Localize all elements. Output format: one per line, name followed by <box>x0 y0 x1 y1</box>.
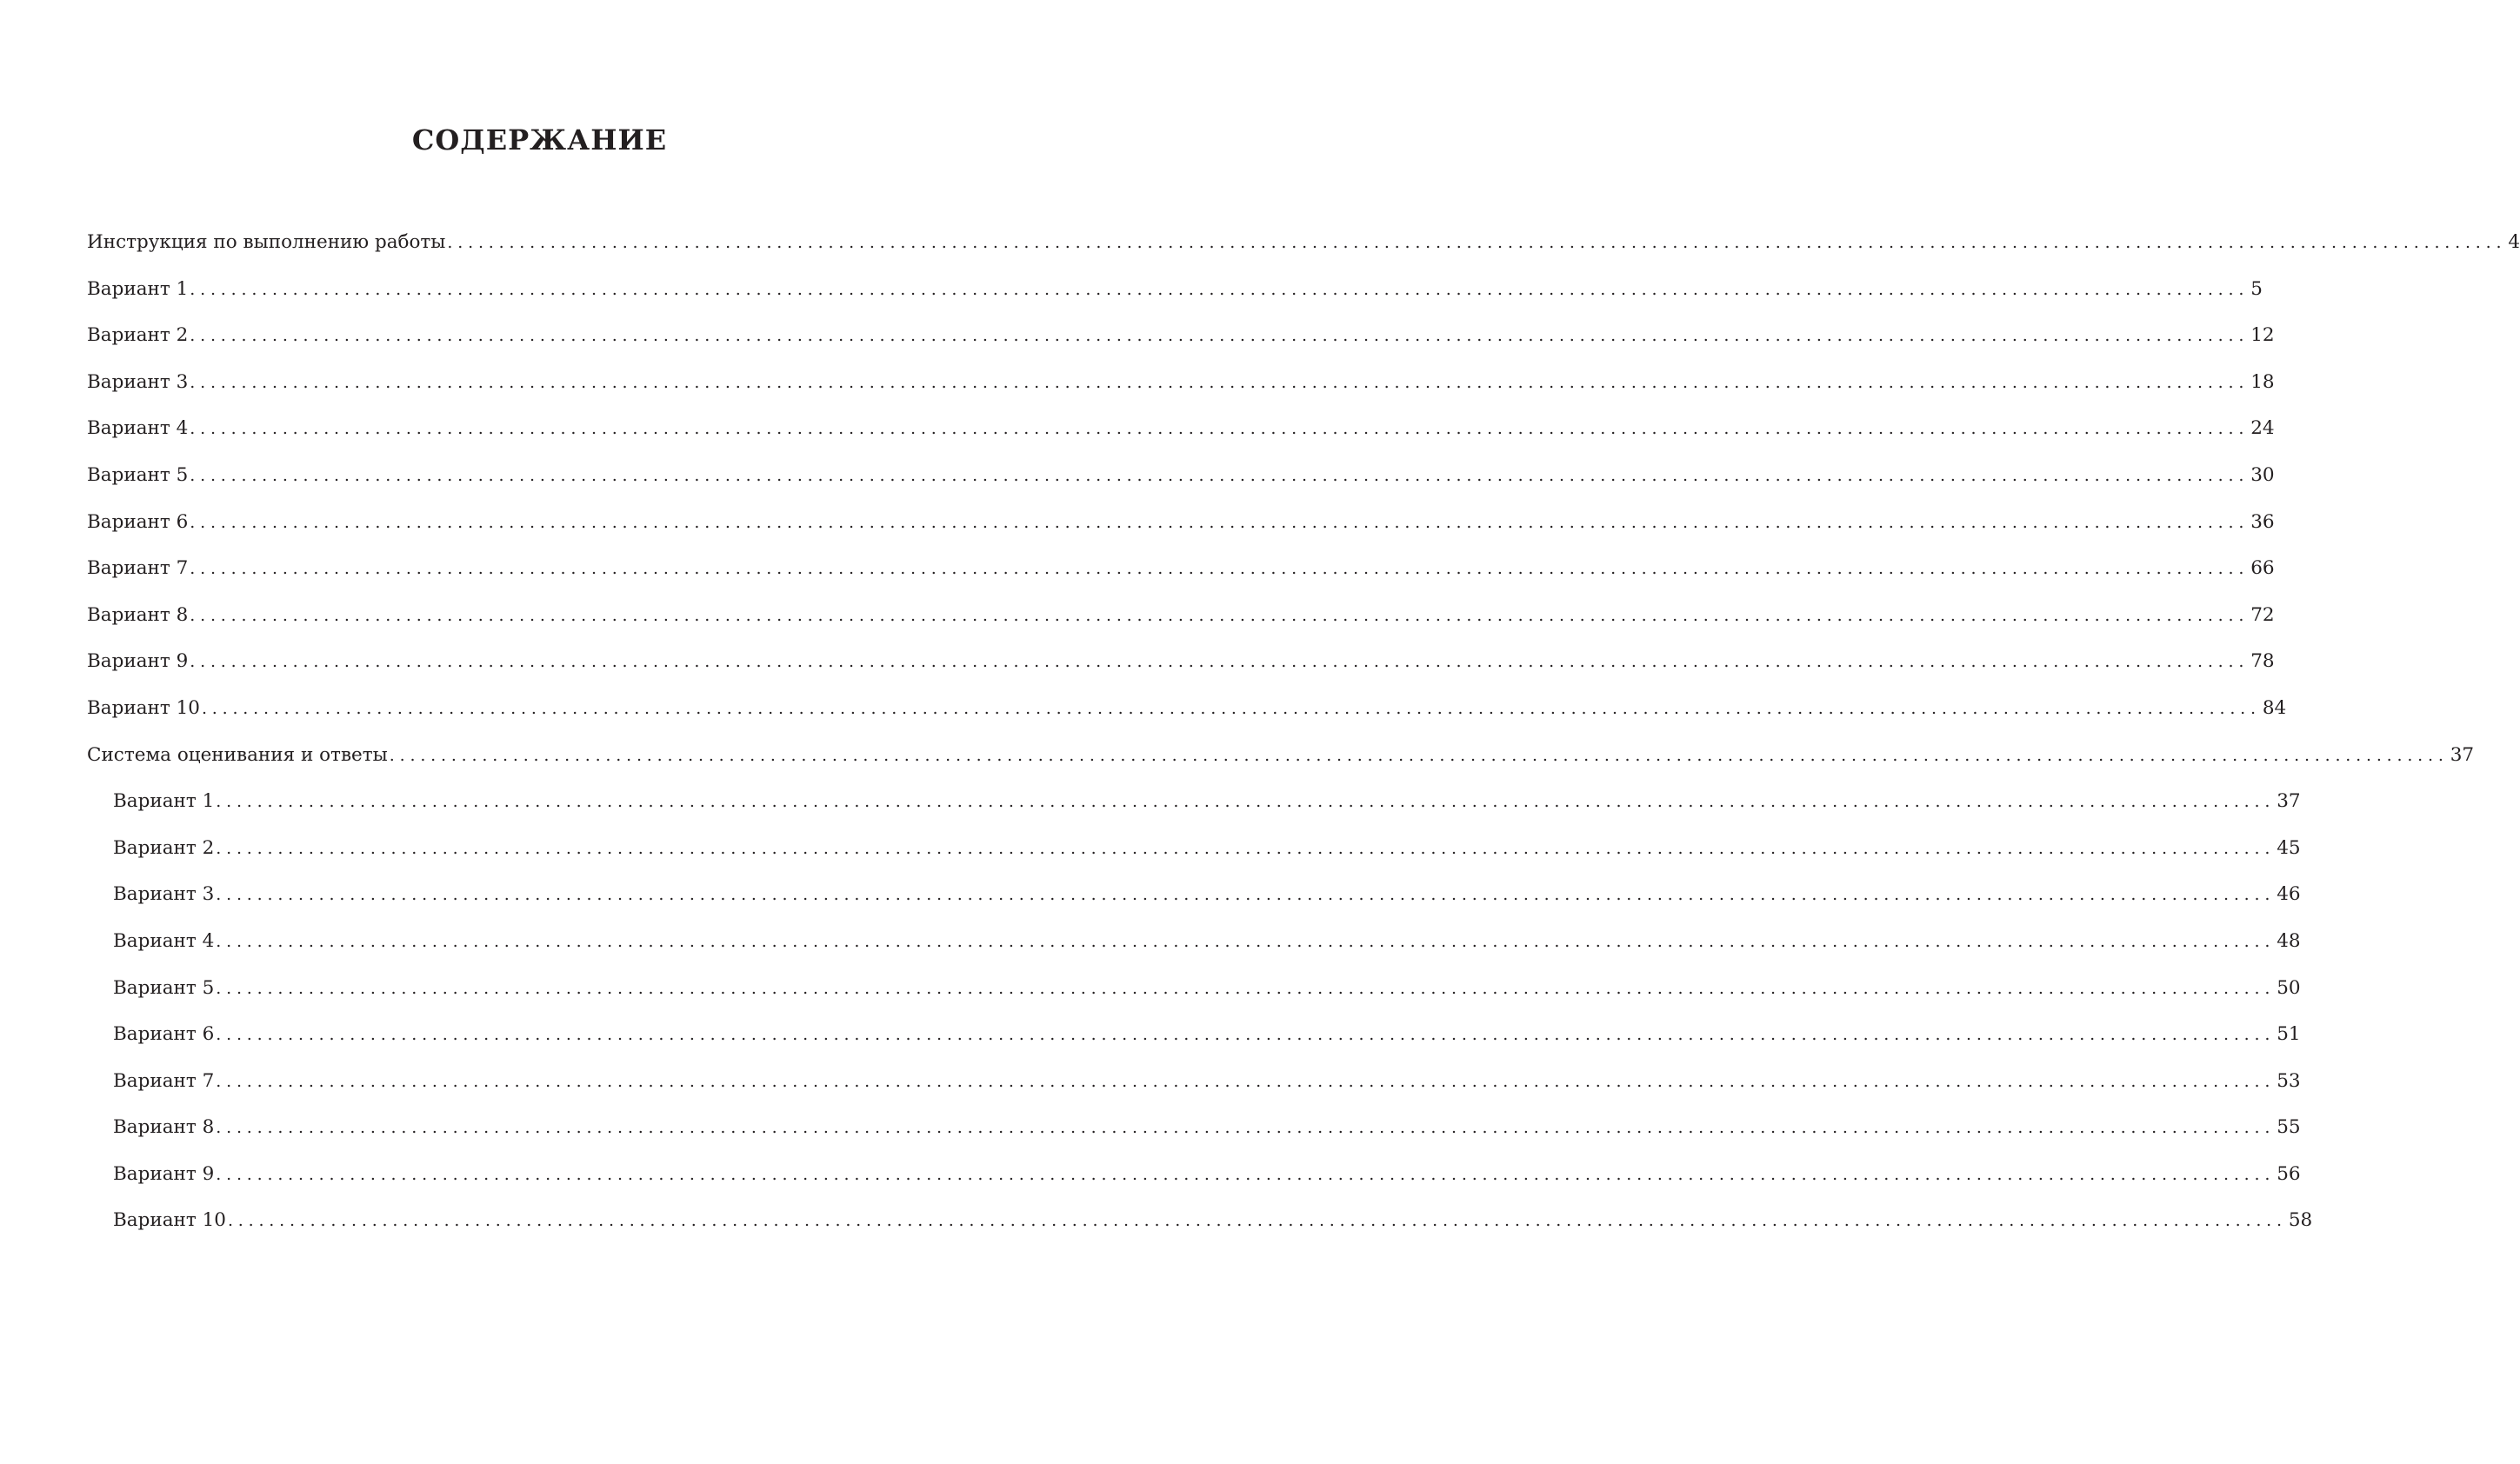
toc-entry[interactable] <box>87 231 2520 278</box>
toc-entry[interactable] <box>87 277 2263 325</box>
toc-entry-label: Система оценивания и ответы <box>87 743 388 766</box>
toc-subentry[interactable] <box>87 883 2301 930</box>
toc-entry-page-number: 46 <box>2277 883 2301 906</box>
dot-leader: ........................................................................................................................................................................................................ <box>216 931 2276 951</box>
dot-leader: ........................................................................................................................................................................................................ <box>190 512 2250 532</box>
toc-entry[interactable] <box>87 324 2275 371</box>
dot-leader: ........................................................................................................................................................................................................ <box>389 745 2449 765</box>
toc-entry-label: Вариант 1 <box>113 790 215 813</box>
toc-entry-page-number: 66 <box>2250 557 2275 580</box>
dot-leader: ........................................................................................................................................................................................................ <box>190 279 2250 299</box>
toc-entry-label: Вариант 8 <box>113 1116 215 1139</box>
toc-entry-label: Вариант 1 <box>87 277 189 300</box>
dot-leader: ........................................................................................................................................................................................................ <box>216 1025 2276 1045</box>
toc-entry-page-number: 58 <box>2288 1209 2313 1232</box>
toc-entry-page-number: 53 <box>2277 1069 2301 1092</box>
toc-subentry[interactable] <box>87 1209 2313 1256</box>
dot-leader: ........................................................................................................................................................................................................ <box>216 978 2276 998</box>
toc-entry-page-number: 45 <box>2277 836 2301 859</box>
toc-entry-page-number: 30 <box>2250 463 2275 486</box>
toc-entry-page-number: 50 <box>2277 976 2301 999</box>
toc-entry-label: Вариант 6 <box>113 1023 215 1046</box>
toc-entry-label: Вариант 3 <box>87 370 189 393</box>
dot-leader: ........................................................................................................................................................................................................ <box>216 792 2276 812</box>
toc-entry-page-number: 24 <box>2250 417 2275 440</box>
dot-leader: ........................................................................................................................................................................................................ <box>216 1071 2276 1091</box>
toc-entry-label: Вариант 4 <box>87 417 189 440</box>
toc-entry[interactable] <box>87 743 2475 791</box>
dot-leader: ........................................................................................................................................................................................................ <box>216 1164 2276 1184</box>
toc-entry-page-number: 37 <box>2277 790 2301 813</box>
toc-entry-page-number: 78 <box>2250 650 2275 673</box>
table-of-contents <box>87 231 2520 1256</box>
toc-entry[interactable] <box>87 510 2275 558</box>
toc-subentry[interactable] <box>87 1162 2301 1210</box>
toc-entry[interactable] <box>87 696 2287 744</box>
toc-subentry[interactable] <box>87 836 2301 884</box>
dot-leader: ........................................................................................................................................................................................................ <box>190 465 2250 485</box>
toc-subentry[interactable] <box>87 790 2301 837</box>
toc-entry-label: Вариант 5 <box>113 976 215 999</box>
toc-entry-label: Вариант 8 <box>87 603 189 626</box>
toc-subentry[interactable] <box>87 976 2301 1024</box>
toc-entry-label: Вариант 9 <box>87 650 189 673</box>
dot-leader: ........................................................................................................................................................................................................ <box>216 838 2276 858</box>
toc-entry[interactable] <box>87 370 2275 418</box>
toc-entry-label: Инструкция по выполнению работы <box>87 231 446 253</box>
toc-entry-label: Вариант 2 <box>113 836 215 859</box>
toc-entry[interactable] <box>87 603 2275 651</box>
dot-leader: ........................................................................................................................................................................................................ <box>227 1211 2287 1231</box>
toc-entry[interactable] <box>87 557 2275 604</box>
toc-subentry[interactable] <box>87 1023 2301 1070</box>
dot-leader: ........................................................................................................................................................................................................ <box>190 605 2250 625</box>
toc-entry-page-number: 56 <box>2277 1162 2301 1185</box>
toc-entry-page-number: 72 <box>2250 603 2275 626</box>
dot-leader: ........................................................................................................................................................................................................ <box>190 419 2250 439</box>
dot-leader: ........................................................................................................................................................................................................ <box>216 1118 2276 1138</box>
toc-entry-label: Вариант 7 <box>113 1069 215 1092</box>
toc-entry-label: Вариант 7 <box>87 557 189 580</box>
toc-entry-page-number: 48 <box>2277 929 2301 952</box>
toc-entry-label: Вариант 10 <box>87 696 200 719</box>
toc-entry-page-number: 5 <box>2250 277 2263 300</box>
toc-entry-page-number: 51 <box>2277 1023 2301 1046</box>
toc-entry-page-number: 4 <box>2508 231 2520 253</box>
toc-subentry[interactable] <box>87 1116 2301 1163</box>
toc-entry-label: Вариант 5 <box>87 463 189 486</box>
dot-leader: ........................................................................................................................................................................................................ <box>190 372 2250 392</box>
toc-subentry[interactable] <box>87 929 2301 977</box>
toc-entry-label: Вариант 4 <box>113 929 215 952</box>
toc-entry-page-number: 84 <box>2262 696 2287 719</box>
toc-entry-page-number: 18 <box>2250 370 2275 393</box>
toc-entry[interactable] <box>87 650 2275 697</box>
toc-subentry[interactable] <box>87 1069 2301 1117</box>
toc-entry-label: Вариант 10 <box>113 1209 226 1232</box>
toc-entry-page-number: 55 <box>2277 1116 2301 1139</box>
toc-entry[interactable] <box>87 417 2275 464</box>
toc-entry-page-number: 12 <box>2250 324 2275 347</box>
page-title: СОДЕРЖАНИЕ <box>411 123 668 156</box>
toc-entry-label: Вариант 3 <box>113 883 215 906</box>
dot-leader: ........................................................................................................................................................................................................ <box>190 559 2250 579</box>
dot-leader: ........................................................................................................................................................................................................ <box>190 326 2250 346</box>
dot-leader: ........................................................................................................................................................................................................ <box>447 233 2507 252</box>
dot-leader: ........................................................................................................................................................................................................ <box>201 698 2261 718</box>
toc-entry-page-number: 37 <box>2450 743 2475 766</box>
toc-entry-label: Вариант 6 <box>87 510 189 533</box>
toc-entry[interactable] <box>87 463 2275 511</box>
toc-entry-label: Вариант 9 <box>113 1162 215 1185</box>
dot-leader: ........................................................................................................................................................................................................ <box>216 885 2276 905</box>
toc-entry-label: Вариант 2 <box>87 324 189 347</box>
dot-leader: ........................................................................................................................................................................................................ <box>190 652 2250 672</box>
toc-entry-page-number: 36 <box>2250 510 2275 533</box>
